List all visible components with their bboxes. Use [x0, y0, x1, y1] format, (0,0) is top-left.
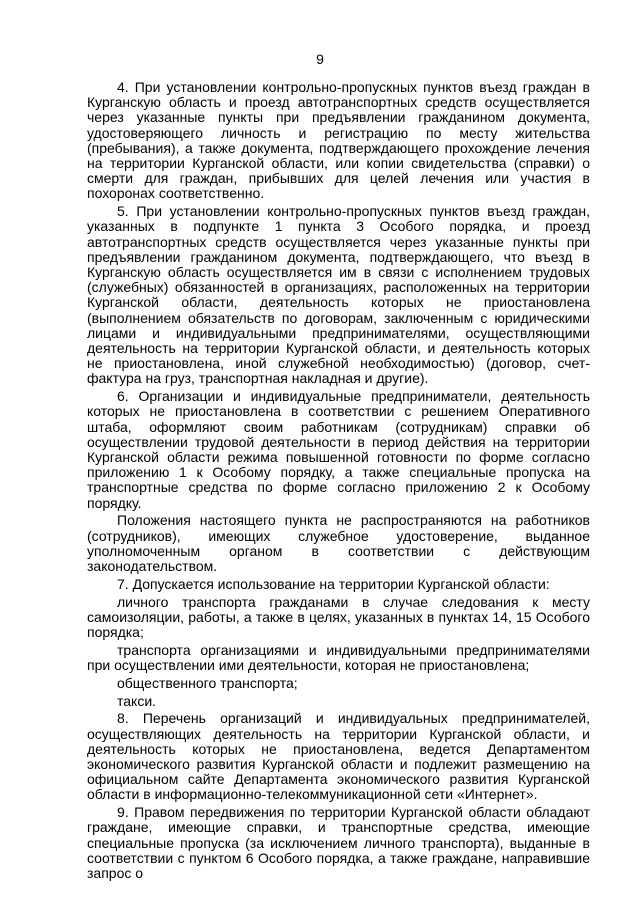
paragraph-item-7-personal-transport: личного транспорта гражданами в случае следования к месту самоизоляции, работы, а также в целях, указанных в пунктах 14, 15 Особого порядка; — [87, 593, 590, 641]
paragraph-item-7-public-transport: общественного транспорта; — [117, 674, 298, 691]
paragraph-item-4: 4. При установлении контрольно-пропускных пунктов въезд граждан в Курганскую область и проезд автотранспортных средств осуществляется через указанные пункты при предъявлении гражданином документа, удостоверяющего личность и регистрацию по месту жительства (пребывания), а также документа, подтверждающего прохождение лечения на территории Курганской области, или копии свидетельства (справки) о смерти для граждан, прибывших для целей лечения или участия в похоронах соответственно. — [87, 79, 590, 202]
paragraph-item-8: 8. Перечень организаций и индивидуальных предпринимателей, осуществляющих деятельность на территории Курганской области, и деятельность которых не приостановлена, ведется Департаментом экономического развития Курганской области и подлежит размещению на официальном сайте Департамента экономического развития Курганской области в информационно-телекоммуникационной сети «Интернет». — [87, 710, 590, 803]
paragraph-item-6: 6. Организации и индивидуальные предприниматели, деятельность которых не приостановлена в соответствии с решением Оперативного штаба, оформляют своим работникам (сотрудникам) справки об осуществлении трудовой деятельности в период действия на территории Курганской области режима повышенной готовности по форме согласно приложению 1 к Особому порядку, а также специальные пропуска на транспортные средства по форме согласно приложению 2 к Особому порядку. — [87, 388, 590, 511]
paragraph-item-9: 9. Правом передвижения по территории Курганской области обладают граждане, имеющие справки, и транспортные средства, имеющие специальные пропуска (за исключением личного транспорта), выданные в соответствии с пунктом 6 Особого порядка, а также граждане, направившие запрос о — [87, 804, 590, 882]
paragraph-item-7-organization-transport: транспорта организациями и индивидуальными предпринимателями при осуществлении ими деятельности, которая не приостановлена; — [87, 641, 590, 674]
paragraph-item-7-taxi: такси. — [117, 692, 157, 709]
page-number: 9 — [316, 51, 324, 67]
paragraph-item-7: 7. Допускается использование на территории Курганской области: — [117, 575, 550, 592]
document-body — [87, 80, 590, 884]
paragraph-item-5: 5. При установлении контрольно-пропускных пунктов въезд граждан, указанных в подпункте 1 пункта 3 Особого порядка, и проезд автотранспортных средств осуществляется через указанные пункты при предъявлении гражданином документа, подтверждающего, что въезд в Курганскую область осуществляется им в связи с исполнением трудовых (служебных) обязанностей в организациях, расположенных на территории Курганской области, деятельность которых не приостановлена (выполнением обязательств по договорам, заключенным с юридическими лицами и индивидуальными предпринимателями, осуществляющими деятельность на территории Курганской области, и деятельность которых не приостановлена, иной служебной необходимостью) (договор, счет-фактура на груз, транспортная накладная и другие). — [87, 203, 590, 387]
paragraph-item-6-note: Положения настоящего пункта не распространяются на работников (сотрудников), имеющих служебное удостоверение, выданное уполномоченным органом в соответствии с действующим законодательством. — [87, 512, 590, 575]
